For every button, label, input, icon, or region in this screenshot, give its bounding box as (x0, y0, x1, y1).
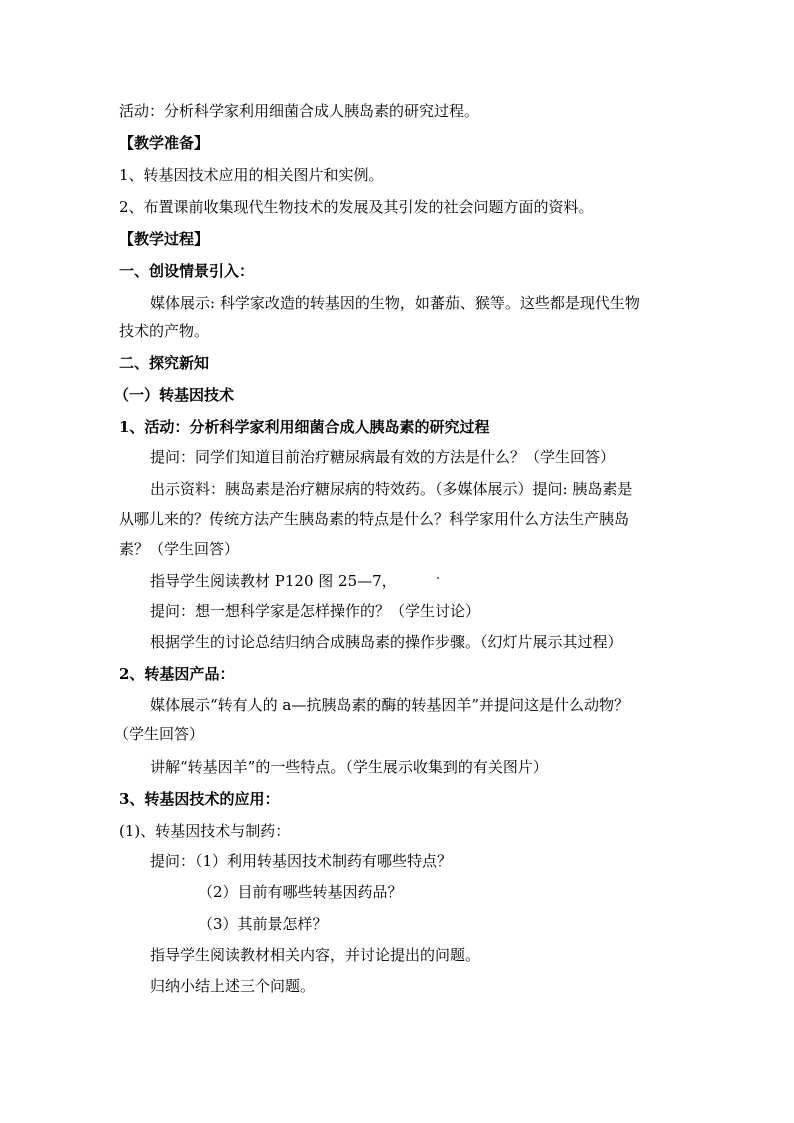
stray-dot (437, 577, 439, 579)
guide-reading: 指导学生阅读教材 P120 图 25—7， (150, 572, 397, 590)
question-diabetes: 提问：同学们知道目前治疗糖尿病最有效的方法是什么？（学生回答） (150, 448, 616, 466)
item-2-heading: 2、转基因产品： (119, 665, 235, 683)
section-1-heading: 一、创设情景引入： (119, 262, 255, 280)
question-operation: 提问：想一想科学家是怎样操作的？（学生讨论） (150, 602, 481, 620)
paragraph-insulin-cont-2: 素？（学生回答） (119, 540, 240, 558)
prep-item-1: 1、转基因技术应用的相关图片和实例。 (119, 166, 384, 184)
prep-item-2: 2、布置课前收集现代生物技术的发展及其引发的社会问题方面的资料。 (119, 198, 594, 216)
summary-steps: 根据学生的讨论总结归纳合成胰岛素的操作步骤。（幻灯片展示其过程） (150, 633, 623, 651)
summary-three-questions: 归纳小结上述三个问题。 (150, 977, 316, 995)
subitem-pharma: (1)、转基因技术与制药： (119, 822, 291, 840)
guide-discussion: 指导学生阅读教材相关内容，并讨论提出的问题。 (150, 946, 481, 964)
item-3-heading: 3、转基因技术的应用： (119, 790, 280, 808)
heading-teaching-process: 【教学过程】 (119, 230, 210, 248)
subsection-1-heading: （一）转基因技术 (114, 386, 235, 404)
question-3: （3）其前景怎样？ (198, 915, 328, 933)
section-2-heading: 二、探究新知 (119, 354, 210, 372)
paragraph-transgenic-sheep-cont: （学生回答） (114, 725, 205, 743)
paragraph-media-display-cont: 技术的产物。 (119, 322, 210, 340)
paragraph-transgenic-sheep: 媒体展示“转有人的 a—抗胰岛素的酶的转基因羊”并提问这是什么动物？ (150, 696, 630, 714)
heading-teaching-preparation: 【教学准备】 (119, 134, 210, 152)
activity-intro: 活动：分析科学家利用细菌合成人胰岛素的研究过程。 (119, 102, 480, 120)
paragraph-media-display: 媒体展示: 科学家改造的转基因的生物，如蕃茄、猴等。这些都是现代生物 (150, 294, 640, 312)
question-2: （2）目前有哪些转基因药品？ (198, 883, 403, 901)
question-1: 提问：（1）利用转基因技术制药有哪些特点？ (150, 852, 453, 870)
explain-sheep: 讲解“转基因羊”的一些特点。（学生展示收集到的有关图片） (150, 758, 548, 776)
item-1-heading: 1、活动：分析科学家利用细菌合成人胰岛素的研究过程 (119, 418, 490, 436)
paragraph-insulin: 出示资料：胰岛素是治疗糖尿病的特效药。（多媒体展示）提问: 胰岛素是 (150, 480, 633, 498)
paragraph-insulin-cont-1: 从哪儿来的？传统方法产生胰岛素的特点是什么？科学家用什么方法生产胰岛 (119, 510, 630, 528)
